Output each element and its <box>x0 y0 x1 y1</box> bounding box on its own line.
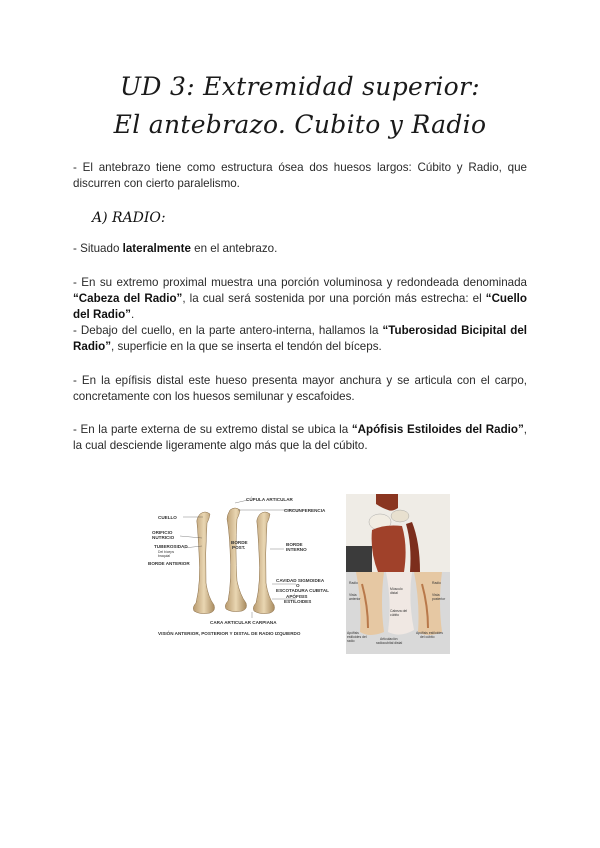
radius-anterior-view <box>193 512 214 614</box>
radius-bone-illustration <box>148 494 332 642</box>
label-articulacion-2: radiocubital distal <box>376 641 403 645</box>
label-apofisis-radio-1: Apófisis <box>347 631 359 635</box>
label-borde-interno-1: BORDE <box>286 542 303 547</box>
label-borde-post-1: BORDE <box>231 540 248 545</box>
label-apofisis-1: APÓFISIS <box>286 594 308 599</box>
paragraph-distal-epiphysis: - En la epífisis distal este hueso presenta mayor anchura y se articula con el carpo, concretamente con los huesos semilunar y escafoides. <box>73 374 527 403</box>
forearm-anatomy-photos <box>346 494 450 654</box>
label-cupula-articular: CÚPULA ARTICULAR <box>246 497 293 502</box>
label-cabeza-cubito-1: Cabeza del <box>390 609 408 613</box>
label-vista-anterior-2: anterior <box>349 597 361 601</box>
paragraph-styloid: - En la parte externa de su extremo distal se ubica la “Apófisis Estiloides del Radio”, la cual desciende ligeramente algo más que la del cúbito. <box>73 423 527 452</box>
label-musculo-2: distal <box>390 591 398 595</box>
label-articulacion-1: Articulación <box>380 637 398 641</box>
page-title-line-2: El antebrazo. Cubito y Radio <box>113 110 487 139</box>
label-musculo-1: Músculo <box>390 587 403 591</box>
label-borde-post-2: POST. <box>232 545 246 550</box>
label-vista-anterior-1: Vista <box>349 593 357 597</box>
label-orificio-nutricio-2: NUTRICIO <box>152 535 175 540</box>
label-apofisis-radio-3: radio <box>347 639 355 643</box>
bold-term-tuberosidad: “Tuberosidad Bicipital del Radio” <box>73 324 527 353</box>
label-cabeza-cubito-2: cúbito <box>390 613 400 617</box>
label-circunferencia: CIRCUNFERENCIA <box>284 508 326 513</box>
bold-term-apofisis: “Apófisis Estiloides del Radio” <box>351 423 524 436</box>
label-tuberosidad-2: Del bíceps <box>158 550 175 554</box>
bold-term-cabeza: “Cabeza del Radio” <box>73 292 183 305</box>
label-apofisis-2: ESTILOIDES <box>284 599 312 604</box>
paragraph-location: - Situado lateralmente en el antebrazo. <box>73 242 278 255</box>
label-cuello: CUELLO <box>158 515 177 520</box>
paragraph-proximal-end: - En su extremo proximal muestra una porción voluminosa y redondeada denominada “Cabeza del Radio”, la cual será sostenida por una porción más estrecha: el “Cuello del Radio”. <box>73 276 527 321</box>
label-apofisis-cubito-2: del cúbito <box>420 635 435 639</box>
bold-term-cuello: “Cuello del Radio” <box>73 292 527 321</box>
label-cavidad-1: CAVIDAD SIGMOIDEA <box>276 578 325 583</box>
intro-paragraph: - El antebrazo tiene como estructura ósea dos huesos largos: Cúbito y Radio, que discurren con cierto paralelismo. <box>73 161 527 190</box>
label-cavidad-2: O <box>296 583 300 588</box>
label-apofisis-radio-2: estiloides del <box>347 635 367 639</box>
label-borde-anterior: BORDE ANTERIOR <box>148 561 190 566</box>
figure-caption: VISIÓN ANTERIOR, POSTERIOR Y DISTAL DE RADIO IZQUIERDO <box>158 631 301 636</box>
label-borde-interno-2: INTERNO <box>286 547 307 552</box>
paragraph-tuberosity: - Debajo del cuello, en la parte antero-interna, hallamos la “Tuberosidad Bicipital del Radio”, superficie en la que se inserta el tendón del bíceps. <box>73 324 527 353</box>
bold-term-lateralmente: lateralmente <box>122 242 191 255</box>
page-title-line-1: UD 3: Extremidad superior: <box>120 72 480 101</box>
label-orificio-nutricio-1: ORIFICIO <box>152 530 173 535</box>
elbow-muscle <box>372 526 406 573</box>
label-radio-right: Radio <box>432 581 441 585</box>
radius-medial-view <box>253 512 274 614</box>
label-tuberosidad-3: braquial <box>158 554 171 558</box>
label-vista-posterior-1: Vista <box>432 593 440 597</box>
label-radio-left: Radio <box>349 581 358 585</box>
section-heading-radio: A) RADIO: <box>92 210 166 226</box>
label-apofisis-cubito-1: Apófisis estiloides <box>416 631 443 635</box>
radius-posterior-view <box>225 508 246 612</box>
label-tuberosidad-1: TUBEROSIDAD <box>154 544 188 549</box>
label-cara-articular: CARA ARTICULAR CARPIANA <box>210 620 277 625</box>
label-vista-posterior-2: posterior <box>432 597 446 601</box>
label-cavidad-3: ESCOTADURA CUBITAL <box>276 588 329 593</box>
